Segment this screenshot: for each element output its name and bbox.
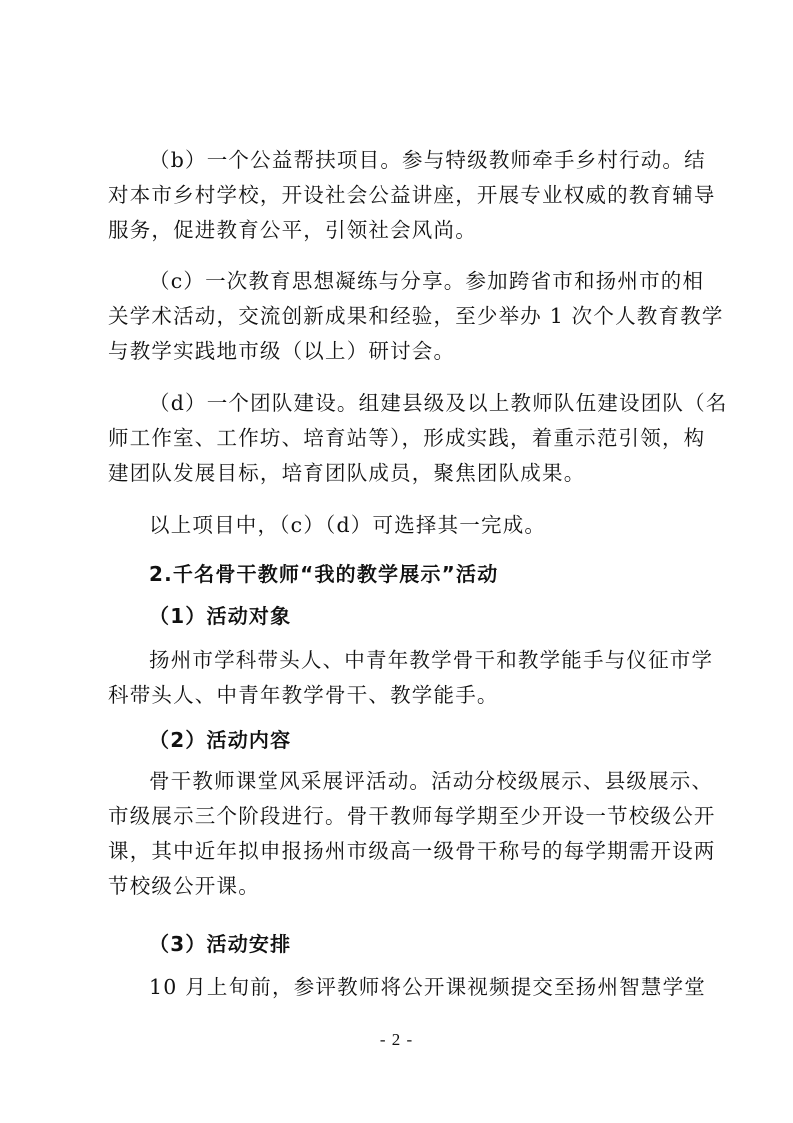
text-line: 骨干教师课堂风采展评活动。活动分校级展示、县级展示、 bbox=[149, 769, 714, 793]
text-line: 科带头人、中青年教学骨干、教学能手。 bbox=[108, 683, 499, 707]
paragraph-team-building bbox=[108, 386, 728, 491]
text-line: （d）一个团队建设。组建县级及以上教师队伍建设团队（名 bbox=[149, 391, 728, 415]
subsection-heading-content bbox=[108, 723, 698, 758]
text-line: 市级展示三个阶段进行。骨干教师每学期至少开设一节校级公开 bbox=[108, 804, 716, 828]
text-line: 课，其中近年拟申报扬州市级高一级骨干称号的每学期需开设两 bbox=[108, 839, 716, 863]
subsection-title: （2）活动内容 bbox=[149, 728, 292, 752]
text-line: 扬州市学科带头人、中青年教学骨干和教学能手与仪征市学 bbox=[149, 648, 714, 672]
paragraph-activity-target bbox=[108, 643, 714, 713]
text-line: 10 月上旬前，参评教师将公开课视频提交至扬州智慧学堂 bbox=[149, 975, 707, 999]
subsection-heading-schedule bbox=[108, 927, 698, 962]
page-number: - 2 - bbox=[379, 1030, 414, 1049]
text-line: 对本市乡村学校，开设社会公益讲座，开展专业权威的教育辅导 bbox=[108, 183, 716, 207]
text-line: 关学术活动，交流创新成果和经验，至少举办 1 次个人教育教学 bbox=[108, 304, 724, 328]
paragraph-education-thought-sharing bbox=[108, 264, 724, 369]
subsection-title: （1）活动对象 bbox=[149, 604, 292, 628]
subsection-title: （3）活动安排 bbox=[149, 932, 292, 956]
text-line: 师工作室、工作坊、培育站等），形成实践，着重示范引领，构 bbox=[108, 426, 706, 450]
text-line: 以上项目中，（c）（d）可选择其一完成。 bbox=[149, 513, 547, 537]
paragraph-public-welfare-project bbox=[108, 143, 716, 248]
text-line: 与教学实践地市级（以上）研讨会。 bbox=[108, 339, 456, 363]
section-heading bbox=[108, 557, 698, 592]
section-title: 2.千名骨干教师“我的教学展示”活动 bbox=[149, 562, 499, 586]
text-line: 服务，促进教育公平，引领社会风尚。 bbox=[108, 218, 477, 242]
paragraph-choice-note bbox=[108, 508, 698, 543]
paragraph-activity-content bbox=[108, 764, 716, 904]
text-line: 节校级公开课。 bbox=[108, 874, 260, 898]
text-line: （b）一个公益帮扶项目。参与特级教师牵手乡村行动。结 bbox=[149, 148, 706, 172]
text-line: （c）一次教育思想凝练与分享。参加跨省市和扬州市的相 bbox=[149, 269, 705, 293]
subsection-heading-target bbox=[108, 599, 698, 634]
paragraph-activity-schedule bbox=[108, 970, 707, 1005]
text-line: 建团队发展目标，培育团队成员，聚焦团队成果。 bbox=[108, 461, 586, 485]
